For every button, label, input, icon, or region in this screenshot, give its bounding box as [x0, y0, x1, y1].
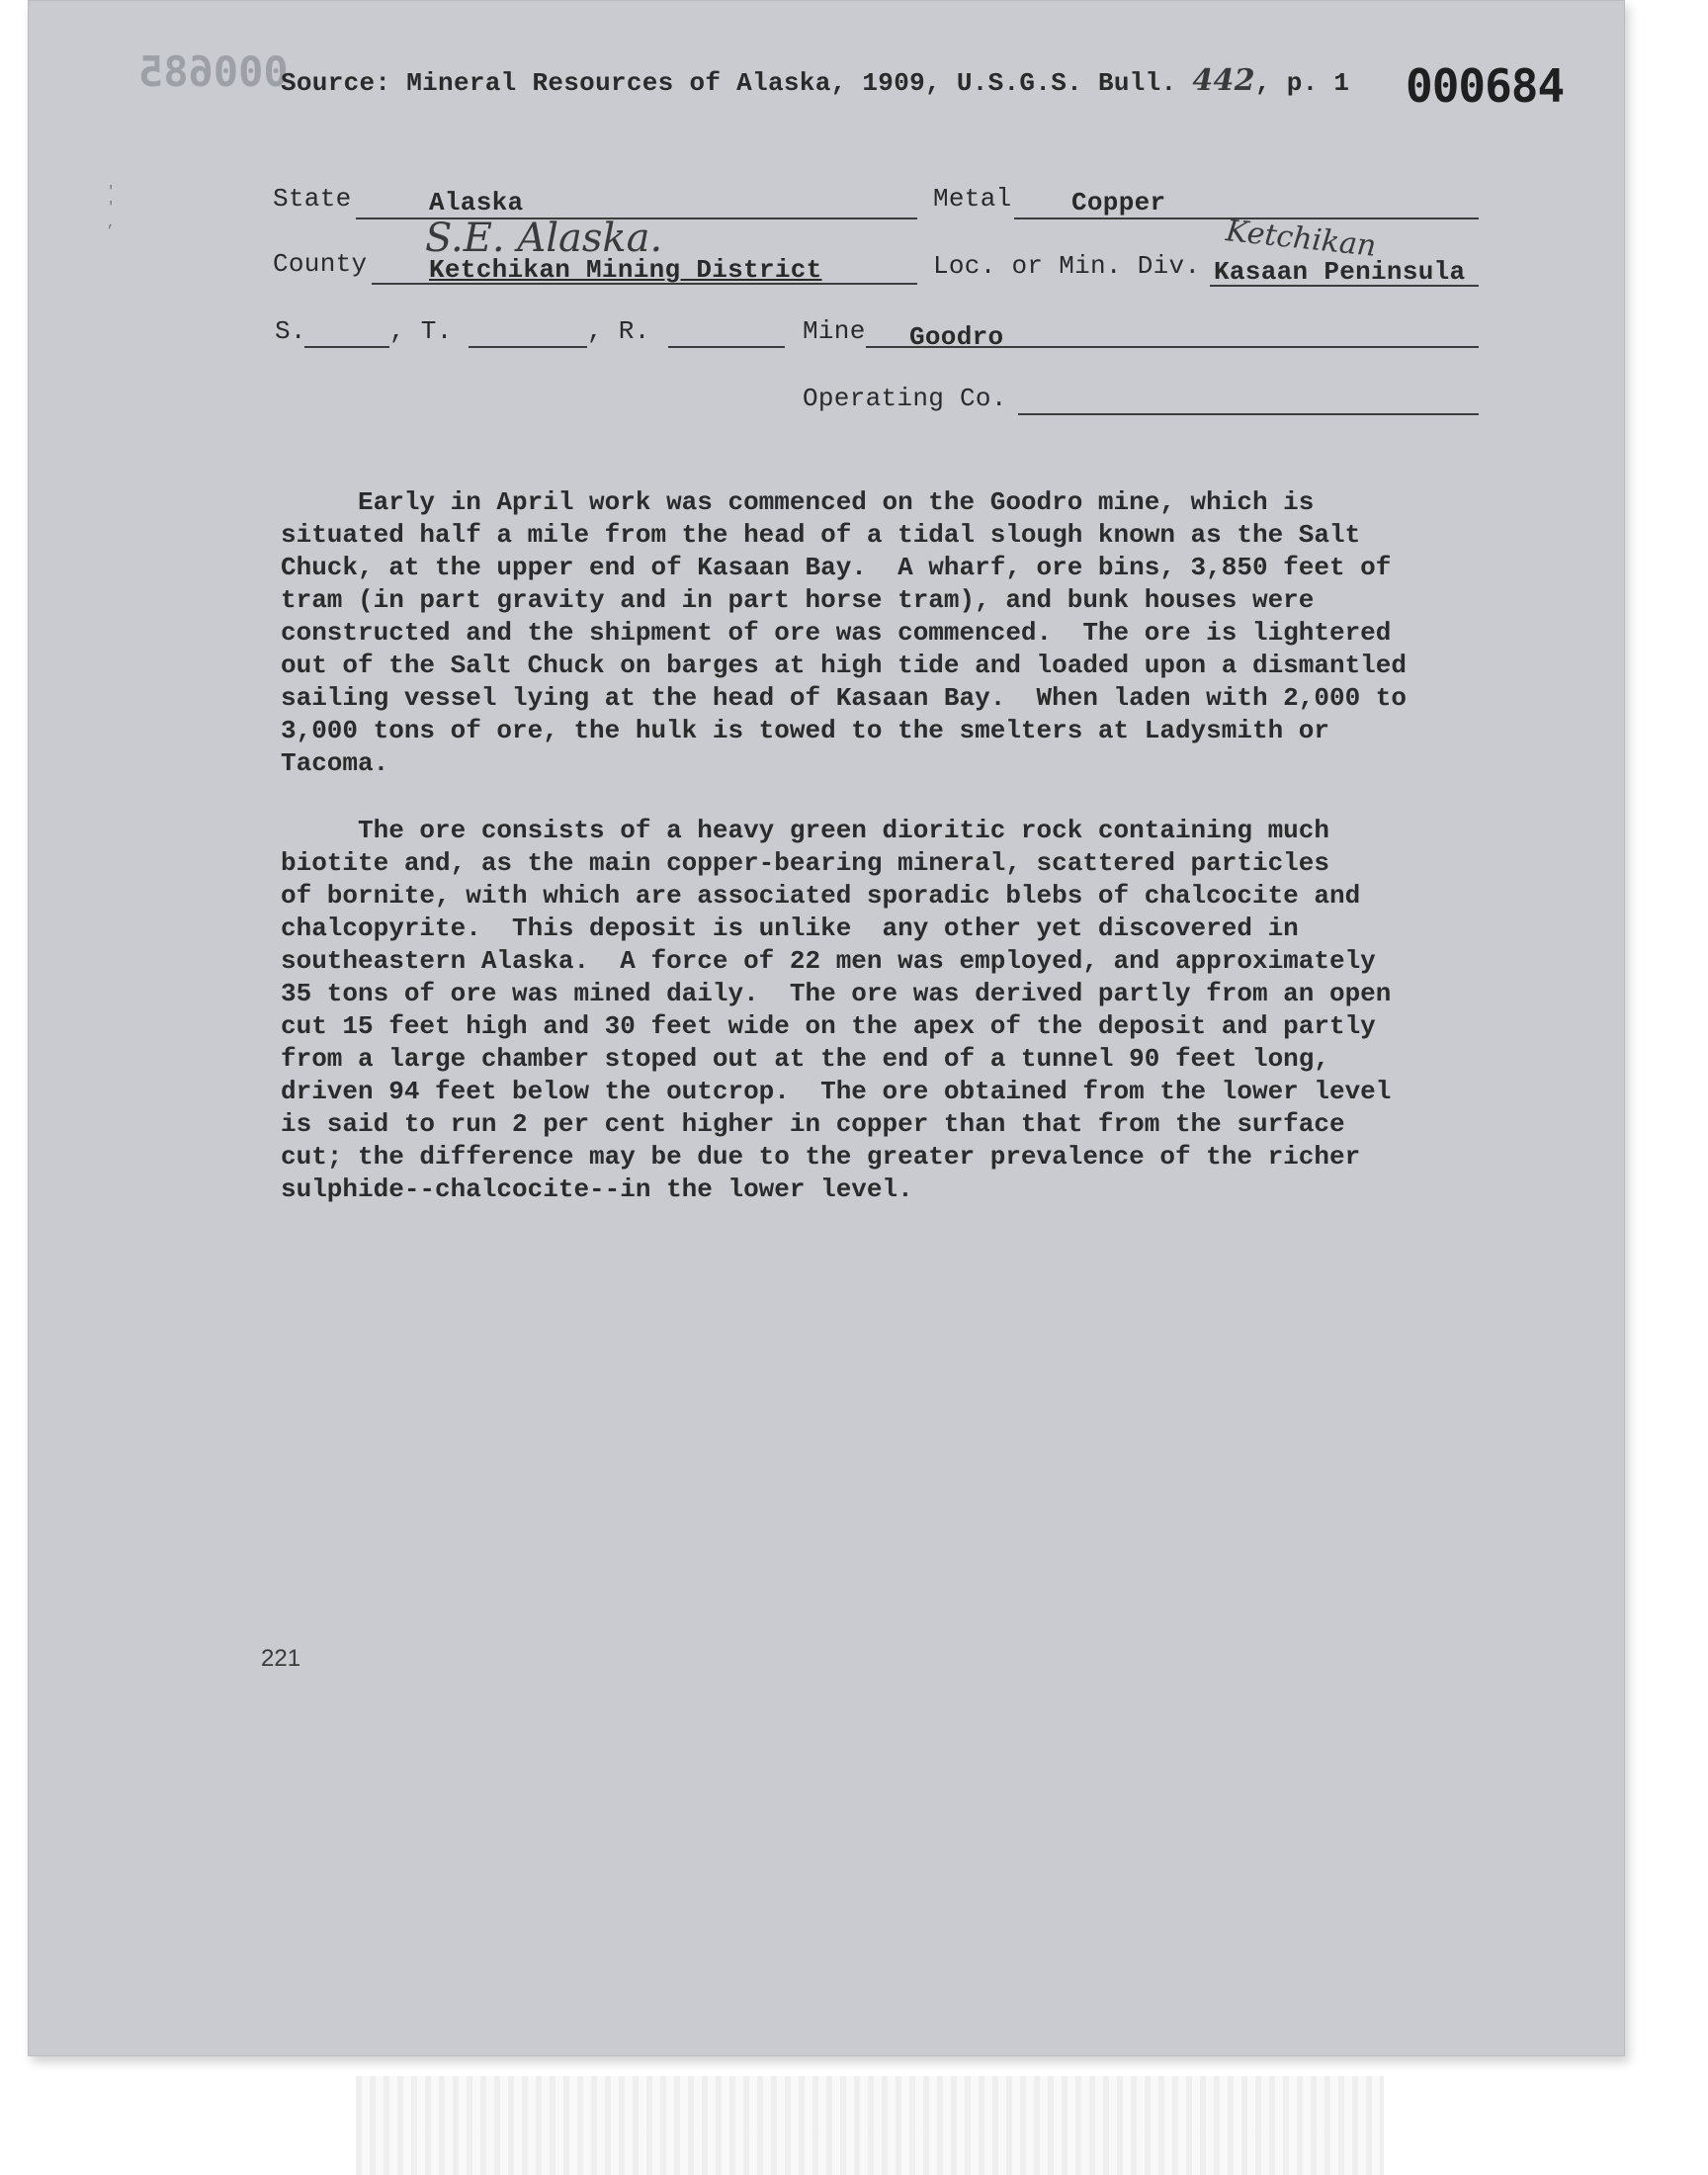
section-label: S. [275, 316, 306, 346]
paragraph-2: The ore consists of a heavy green dioritic rock containing much biotite and, as the main copper-bearing mineral, scattered particles of bornite, with which are associated sporadic blebs of chalcocite and chalcopyrite. This deposit is unlike any other yet discovered in southeastern Alaska. A force of 22 men was employed, and approximately 35 tons of ore was mined daily. The ore was derived partly from an open cut 15 feet high and 30 feet wide on the apex of the deposit and partly from a large chamber stoped out at the end of a tunnel 90 feet long, driven 94 feet below the outcrop. The ore obtained from the lower level is said to run 2 per cent higher in copper than that from the surface cut; the difference may be due to the greater prevalence of the richer sulphide--chalcocite--in the lower level. [281, 816, 1392, 1204]
township-label: , T. [389, 316, 453, 346]
county-handwritten-note: S.E. Alaska. [425, 216, 663, 261]
margin-marks: ' ' , [107, 184, 116, 231]
state-value: Alaska [429, 188, 524, 218]
state-label: State [273, 184, 352, 214]
metal-value: Copper [1071, 188, 1166, 218]
mine-label: Mine [803, 316, 866, 346]
operating-co-underline [1018, 413, 1479, 415]
bulletin-number-handwritten: 442 [1192, 63, 1255, 98]
source-text: Mineral Resources of Alaska, 1909, U.S.G.S. Bull. [406, 68, 1177, 98]
township-underline [469, 346, 587, 348]
scan-artifact [356, 2076, 1384, 2175]
metal-label: Metal [933, 184, 1012, 214]
county-label: County [273, 249, 368, 279]
county-value: Ketchikan Mining District [429, 255, 822, 285]
stamp-number: 000684 [1406, 59, 1565, 113]
range-underline [668, 346, 785, 348]
mine-value: Goodro [909, 322, 1004, 352]
range-label: , R. [587, 316, 650, 346]
loc-value: Kasaan Peninsula [1214, 257, 1466, 287]
page-reference: , p. 1 [1254, 68, 1350, 98]
paragraph-1: Early in April work was commenced on the Goodro mine, which is situated half a mile from the head of a tidal slough known as the Salt Chuck, at the upper end of Kasaan Bay. A wharf, ore bins, 3,850 feet of tram (in part gravity and in part horse tram), and bunk houses were constructed and the shipment of ore was commenced. The ore is lightered out of the Salt Chuck on barges at high tide and loaded upon a dismantled sailing vessel lying at the head of Kasaan Bay. When laden with 2,000 to 3,000 tons of ore, the hulk is towed to the smelters at Ladysmith or Tacoma. [281, 487, 1407, 778]
section-underline [304, 346, 389, 348]
stamp-number-mirrored: 000685 [138, 47, 289, 96]
loc-handwritten-note: Ketchikan [1224, 214, 1378, 264]
loc-label: Loc. or Min. Div. [933, 251, 1201, 281]
source-label: Source: [281, 68, 391, 98]
operating-co-label: Operating Co. [803, 384, 1007, 413]
source-line [281, 63, 1349, 98]
page-number: 221 [261, 1645, 301, 1672]
